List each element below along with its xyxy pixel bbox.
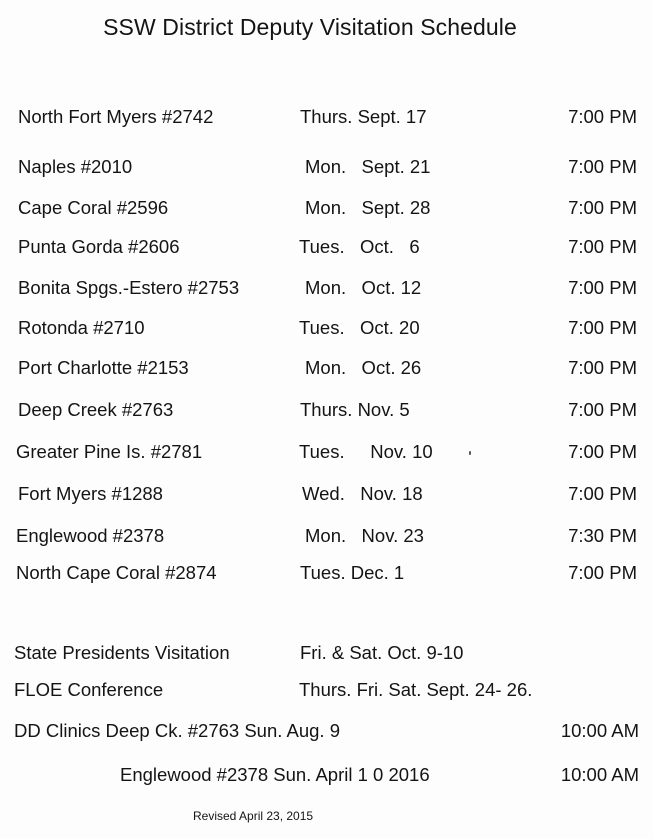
event-name: State Presidents Visitation xyxy=(14,642,230,663)
visitation-row xyxy=(0,156,653,182)
event-row xyxy=(0,679,653,705)
lodge-name: Port Charlotte #2153 xyxy=(18,357,189,378)
page-title: SSW District Deputy Visitation Schedule xyxy=(103,14,517,40)
visit-time: 7:00 PM xyxy=(568,106,637,127)
visitation-row xyxy=(0,317,653,343)
visit-time: 7:00 PM xyxy=(568,277,637,298)
event-time: 10:00 AM xyxy=(560,720,639,741)
visit-date: Tues. Oct. 6 xyxy=(299,236,420,257)
visitation-row xyxy=(0,357,653,383)
lodge-name: North Fort Myers #2742 xyxy=(18,106,214,127)
event-date: Thurs. Fri. Sat. Sept. 24- 26. xyxy=(299,679,533,700)
visitation-row xyxy=(0,441,653,467)
event-name: FLOE Conference xyxy=(14,679,164,700)
visit-date: Mon. Oct. 12 xyxy=(305,277,422,298)
visit-time: 7:00 PM xyxy=(568,441,637,462)
visit-time: 7:00 PM xyxy=(568,399,637,420)
visit-time: 7:00 PM xyxy=(568,562,637,583)
visit-date: Wed. Nov. 18 xyxy=(302,483,423,504)
visit-time: 7:00 PM xyxy=(568,236,637,257)
visit-time: 7:00 PM xyxy=(568,483,637,504)
visit-date: Thurs. Sept. 17 xyxy=(300,106,427,127)
visit-date: Mon. Nov. 23 xyxy=(305,525,424,546)
revision-note: Revised April 23, 2015 xyxy=(193,809,314,823)
visit-date: Tues. Dec. 1 xyxy=(300,562,405,583)
lodge-name: Rotonda #2710 xyxy=(18,317,145,338)
visit-date: Tues. Nov. 10 xyxy=(299,441,433,462)
visit-time: 7:00 PM xyxy=(568,317,637,338)
visit-time: 7:00 PM xyxy=(568,156,637,177)
visitation-row xyxy=(0,106,653,132)
visit-time: 7:00 PM xyxy=(568,197,637,218)
visit-date: Tues. Oct. 20 xyxy=(299,317,420,338)
visitation-row xyxy=(0,483,653,509)
visit-date: Mon. Sept. 21 xyxy=(305,156,431,177)
visit-time: 7:30 PM xyxy=(568,525,637,546)
event-row xyxy=(0,720,653,746)
lodge-name: Englewood #2378 xyxy=(16,525,165,546)
visitation-row xyxy=(0,525,653,551)
event-row xyxy=(0,764,653,790)
event-name: Englewood #2378 Sun. April 1 0 2016 xyxy=(120,764,430,785)
visit-date: Thurs. Nov. 5 xyxy=(300,399,410,420)
event-row xyxy=(0,642,653,668)
visit-time: 7:00 PM xyxy=(568,357,637,378)
lodge-name: North Cape Coral #2874 xyxy=(16,562,217,583)
lodge-name: Greater Pine Is. #2781 xyxy=(16,441,203,462)
lodge-name: Naples #2010 xyxy=(18,156,133,177)
lodge-name: Fort Myers #1288 xyxy=(18,483,163,504)
lodge-name: Punta Gorda #2606 xyxy=(18,236,180,257)
visitation-row xyxy=(0,197,653,223)
scan-speck xyxy=(469,451,471,455)
visitation-row xyxy=(0,277,653,303)
visitation-row xyxy=(0,236,653,262)
lodge-name: Deep Creek #2763 xyxy=(18,399,174,420)
event-date: Fri. & Sat. Oct. 9-10 xyxy=(300,642,464,663)
event-name: DD Clinics Deep Ck. #2763 Sun. Aug. 9 xyxy=(14,720,340,741)
visit-date: Mon. Oct. 26 xyxy=(305,357,422,378)
lodge-name: Cape Coral #2596 xyxy=(18,197,169,218)
visit-date: Mon. Sept. 28 xyxy=(305,197,431,218)
lodge-name: Bonita Spgs.-Estero #2753 xyxy=(18,277,240,298)
event-time: 10:00 AM xyxy=(560,764,639,785)
visitation-row xyxy=(0,562,653,588)
visitation-row xyxy=(0,399,653,425)
